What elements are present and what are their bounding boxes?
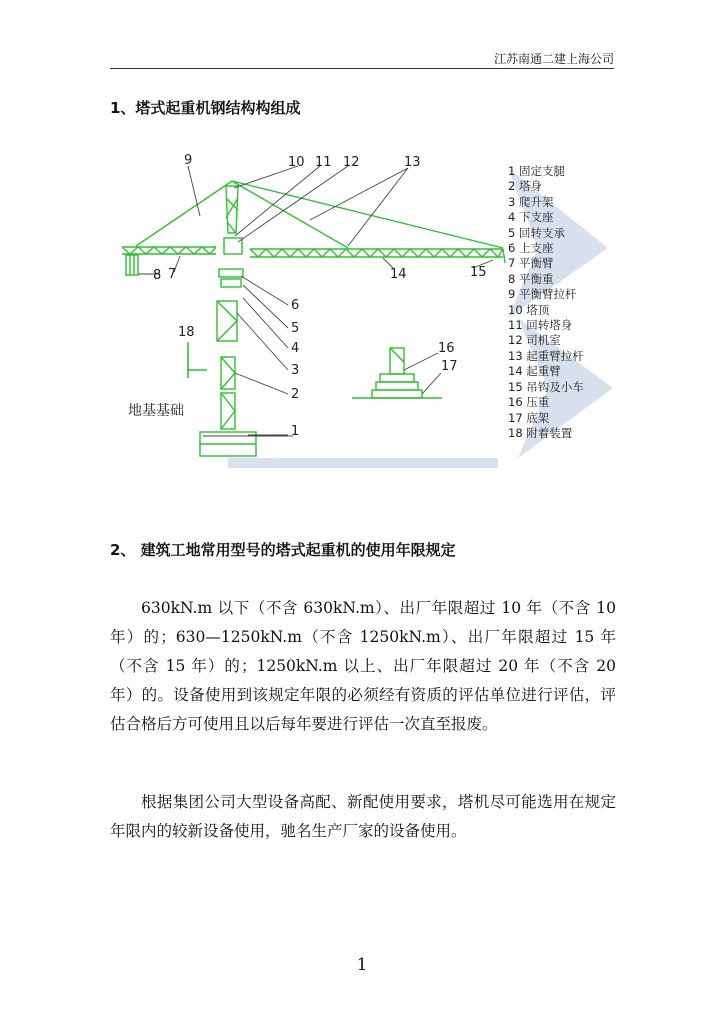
legend-item: 5 回转支承	[508, 225, 565, 240]
legend-item: 10 塔顶	[508, 302, 550, 317]
legend-item: 15 吊钩及小车	[508, 379, 584, 394]
callout-14: 14	[390, 267, 407, 282]
callout-13: 13	[404, 155, 421, 170]
callout-8: 8	[153, 268, 162, 283]
callout-2: 2	[291, 387, 300, 402]
callout-16: 16	[438, 341, 455, 356]
callout-1: 1	[291, 424, 300, 439]
legend-item: 6 上支座	[508, 241, 554, 256]
legend-item: 17 底架	[508, 410, 550, 425]
jib	[250, 249, 505, 263]
legend-item: 4 下支座	[508, 210, 554, 225]
legend-item: 16 压重	[508, 395, 550, 410]
callout-11: 11	[315, 155, 332, 170]
callout-12: 12	[343, 155, 360, 170]
callout-7: 7	[168, 267, 177, 282]
attachment-device	[188, 344, 207, 378]
legend-item: 2 塔身	[508, 179, 542, 194]
callout-17: 17	[441, 359, 458, 374]
legend-item: 12 司机室	[508, 333, 561, 348]
ground-label: 地基基础	[128, 403, 184, 419]
legend-item: 9 平衡臂拉杆	[508, 287, 577, 302]
callout-15: 15	[470, 265, 487, 280]
section1-heading: 1、塔式起重机钢结构构组成	[110, 99, 301, 117]
legend-item: 18 附着装置	[508, 425, 573, 440]
base-ballast	[352, 348, 442, 398]
callout-4: 4	[291, 341, 300, 356]
callout-labels	[128, 153, 487, 439]
component-legend	[508, 164, 584, 441]
legend-item: 1 固定支腿	[508, 164, 565, 178]
legend-item: 13 起重臂拉杆	[508, 348, 584, 363]
header-company: 江苏南通二建上海公司	[493, 52, 614, 66]
header-rule	[110, 68, 614, 69]
paragraph-2: 根据集团公司大型设备高配、新配使用要求，塔机尽可能选用在规定年限内的较新设备使用，驰名生产厂家的设备使用。	[110, 793, 616, 840]
callout-18: 18	[178, 325, 195, 340]
legend-item: 11 回转塔身	[508, 318, 573, 333]
legend-item: 14 起重臂	[508, 364, 561, 379]
callout-10: 10	[288, 155, 305, 170]
callout-6: 6	[291, 298, 300, 313]
section2-heading: 2、 建筑工地常用型号的塔式起重机的使用年限规定	[110, 541, 456, 559]
leader-lines	[138, 166, 493, 435]
callout-5: 5	[291, 321, 300, 336]
callout-3: 3	[291, 363, 300, 378]
legend-item: 8 平衡重	[508, 271, 554, 286]
legend-item: 3 爬升架	[508, 194, 554, 209]
paragraph-1: 630kN.m 以下（不含 630kN.m）、出厂年限超过 10 年（不含 10 年）的；630—1250kN.m（不含 1250kN.m）、出厂年限超过 15 年（不含 15 年）的；1250kN.m 以上、出厂年限超过 20 年（不含 20 年）的。设备使用到该规定年限的必须经有资质的评估单位进行评估，评估合格后方可使用且以后每年要进行评估一次直至报废。	[110, 599, 616, 733]
legend-item: 7 平衡臂	[508, 256, 554, 271]
callout-9: 9	[184, 153, 193, 168]
tower-top	[219, 186, 243, 287]
page-number: 1	[356, 955, 368, 975]
